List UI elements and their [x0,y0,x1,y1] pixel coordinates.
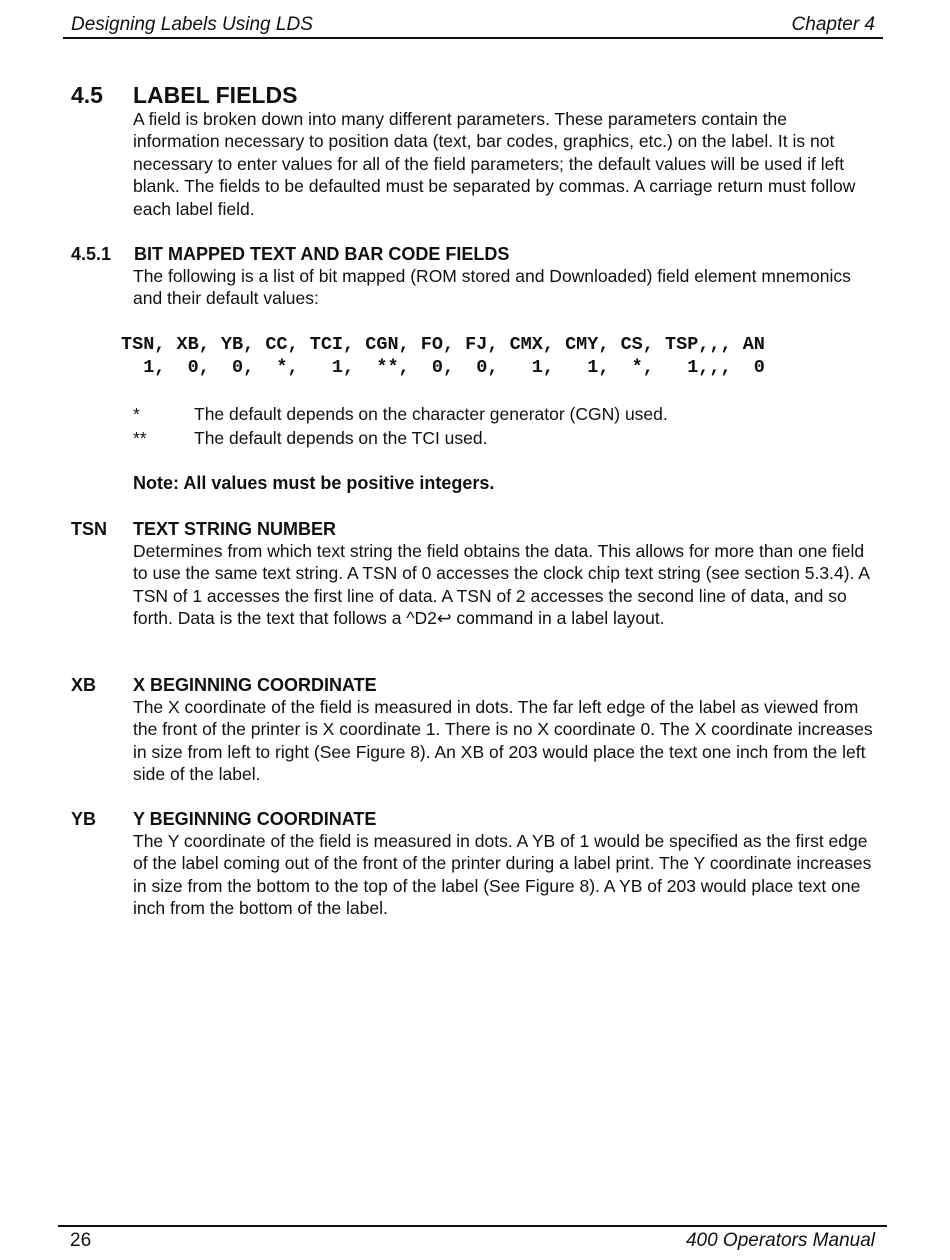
header-title: Designing Labels Using LDS [71,14,313,35]
footnote-mark: * [133,404,140,424]
footnote-text: The default depends on the TCI used. [194,428,488,448]
definition-title: X BEGINNING COORDINATE [133,675,377,695]
definition-body: The X coordinate of the field is measured in dots. The far left edge of the label as viewed from the front of the printer is X coordinate 1. There is no X coordinate 0. The X coordinate increases in size from left to right (See Figure 8). An XB of 203 would place the text one inch from the left side of the label. [133,697,873,785]
page-number: 26 [70,1230,92,1251]
definition-title: Y BEGINNING COORDINATE [133,809,377,829]
footnote-text: The default depends on the character generator (CGN) used. [194,404,668,424]
section-body: A field is broken down into many different parameters. These parameters contain the information necessary to position data (text, bar codes, graphics, etc.) on the label. It is not necessary to enter values for all of the field parameters; the default values will be used if left blank. The fields to be defaulted must be separated by commas. A carriage return must follow each label field. [133,109,856,219]
section-number: 4.5 [71,82,103,108]
subsection-number: 4.5.1 [71,244,112,264]
definition-term: XB [71,675,97,695]
definition-body: Determines from which text string the field obtains the data. This allows for more than one field to use the same text string. A TSN of 0 accesses the clock chip text string (see section 5.3.4). A TSN of 1 accesses the first line of data. A TSN of 2 accesses the second line of data, and so forth. Data is the text that follows a ^D2↩ command in a label layout. [133,541,870,629]
mnemonic-defaults: 1, 0, 0, *, 1, **, 0, 0, 1, 1, *, 1,,, 0 [121,357,765,378]
note-text: Note: All values must be positive integers. [133,473,495,493]
definition-term: TSN [71,519,107,539]
definition-title: TEXT STRING NUMBER [133,519,337,539]
page-footer [58,1225,887,1255]
definition-body: The Y coordinate of the field is measured in dots. A YB of 1 would be specified as the first edge of the label coming out of the front of the printer during a label print. The Y coordinate increases in size from the bottom to the top of the label (See Figure 8). A YB of 203 would place text one inch from the bottom of the label. [133,831,872,919]
section-title: LABEL FIELDS [133,82,298,108]
subsection-title: BIT MAPPED TEXT AND BAR CODE FIELDS [134,244,510,264]
header-chapter: Chapter 4 [791,14,875,35]
manual-title: 400 Operators Manual [685,1230,875,1251]
page-header [63,12,883,39]
definition-term: YB [71,809,97,829]
subsection-body: The following is a list of bit mapped (ROM stored and Downloaded) field element mnemonics and their default values: [133,266,851,309]
mnemonic-names: TSN, XB, YB, CC, TCI, CGN, FO, FJ, CMX, CMY, CS, TSP,,, AN [121,334,765,355]
footnote-mark: ** [133,428,147,448]
